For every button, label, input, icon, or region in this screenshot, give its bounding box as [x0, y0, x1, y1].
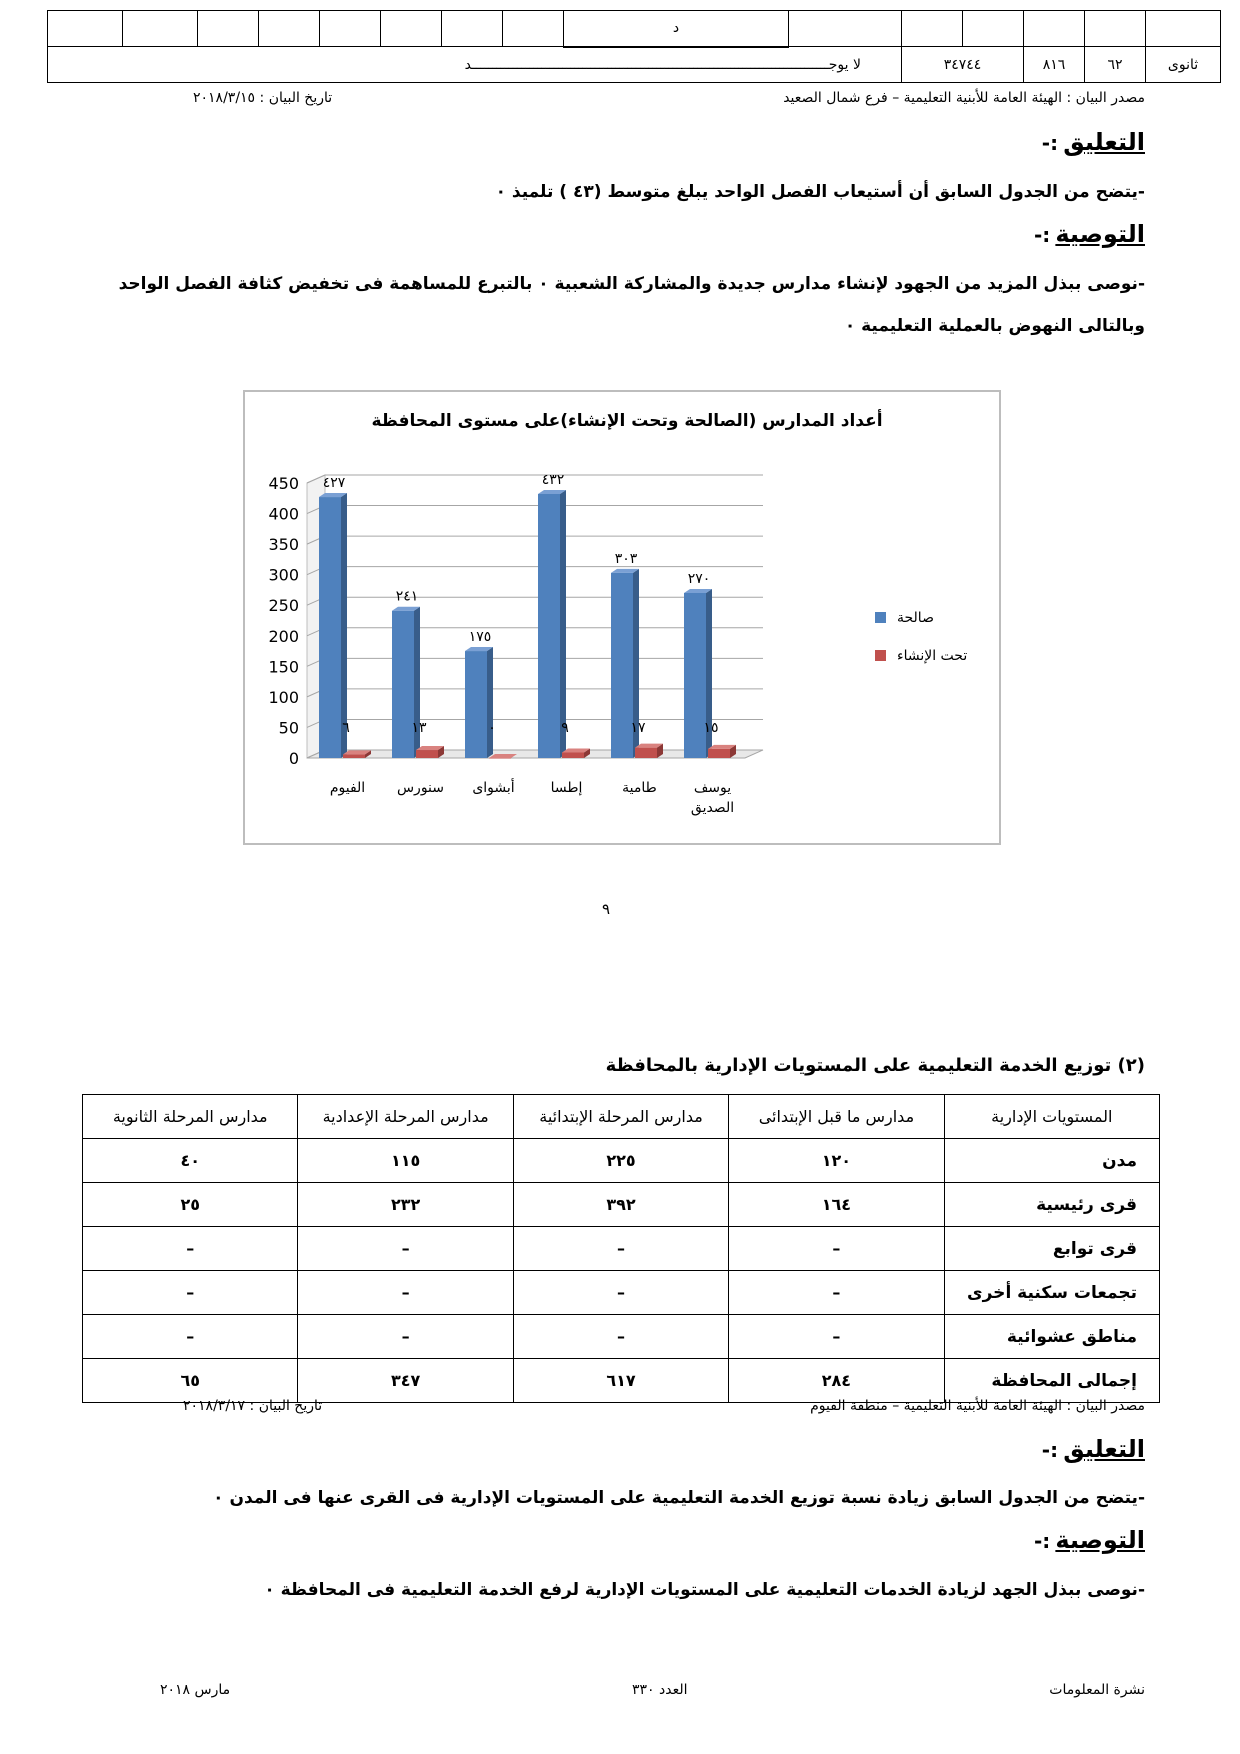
column-header: مدارس المرحلة الإبتدائية — [513, 1095, 728, 1139]
source-date-2: تاريخ البيان : ٢٠١٨/٣/١٧ — [183, 1398, 323, 1414]
bar-تحت الإنشاء-front — [343, 754, 365, 758]
table-header-row — [83, 1095, 1160, 1139]
recommend-text-line1: -نوصى ببذل المزيد من الجهود لإنشاء مدارس جديدة والمشاركة الشعبية ٠ بالتبرع للمساهمة فى تخفيض كثافة الفصل الواحد — [118, 274, 1145, 294]
table-cell: – — [298, 1227, 513, 1271]
cell — [1024, 11, 1085, 47]
top-table-row-1 — [48, 11, 1221, 47]
table-cell: ٦٥ — [83, 1359, 298, 1403]
comment-heading-suffix: :- — [1041, 131, 1059, 155]
table-cell: – — [83, 1227, 298, 1271]
bar-تحت الإنشاء-front — [416, 750, 438, 758]
cell: ٨١٦ — [1024, 47, 1085, 83]
table-cell: – — [298, 1315, 513, 1359]
cell — [198, 11, 259, 47]
data-label: ١٧ — [630, 720, 646, 736]
source-text-2: مصدر البيان : الهيئة العامة للأبنية التعليمية – منطقة الفيوم — [810, 1398, 1145, 1414]
cell — [503, 11, 564, 47]
cell — [442, 11, 503, 47]
table-row — [83, 1139, 1160, 1183]
cell — [1085, 11, 1146, 47]
chart-bars — [319, 472, 736, 759]
y-tick-label: 150 — [268, 657, 299, 677]
top-table-row-2 — [48, 47, 1221, 83]
row-label: تجمعات سكنية أخرى — [944, 1271, 1159, 1315]
page-number: ٩ — [602, 900, 611, 918]
cell — [902, 11, 963, 47]
data-label: ١٣ — [411, 720, 427, 736]
chart-title: أعداد المدارس (الصالحة وتحت الإنشاء)على مستوى المحافظة — [371, 411, 883, 431]
comment-heading-2 — [1042, 1435, 1145, 1463]
y-tick-label: 250 — [268, 596, 299, 616]
table-cell: ٦١٧ — [513, 1359, 728, 1403]
note-cell: لا يوجـــــــــــــــــــــــــــــــــــــــــــــــــــــــــــــــــــــــــــــــــــــــد — [48, 47, 902, 83]
row-label: قرى توابع — [944, 1227, 1159, 1271]
category-label: أبشواى — [472, 780, 515, 796]
bar-تحت الإنشاء — [416, 746, 444, 758]
y-tick-label: 450 — [268, 474, 299, 493]
table-cell: ٤٠ — [83, 1139, 298, 1183]
bar-صالحة-front — [319, 497, 341, 758]
table-cell: – — [513, 1227, 728, 1271]
y-tick-label: 300 — [268, 565, 299, 585]
bar-صالحة — [319, 493, 347, 758]
data-label: ٣٠٣ — [614, 550, 638, 567]
distribution-table — [82, 1094, 1160, 1403]
bar-chart — [245, 392, 999, 843]
y-tick-label: 200 — [268, 626, 299, 646]
recommend-heading-text-2: التوصية — [1055, 1526, 1145, 1554]
bar-تحت الإنشاء-front — [708, 749, 730, 758]
table-cell: ١٢٠ — [729, 1139, 944, 1183]
row-label: قرى رئيسية — [944, 1183, 1159, 1227]
bar-تحت الإنشاء-front — [562, 753, 584, 759]
bar-تحت الإنشاء — [635, 744, 663, 758]
table-cell: ١٦٤ — [729, 1183, 944, 1227]
table-cell: – — [729, 1315, 944, 1359]
table-row — [83, 1359, 1160, 1403]
cell — [789, 11, 902, 47]
legend-label: تحت الإنشاء — [897, 648, 968, 664]
row-label: مناطق عشوائية — [944, 1315, 1159, 1359]
chart-legend — [875, 610, 967, 664]
table-row — [83, 1315, 1160, 1359]
bar-صالحة — [538, 490, 566, 758]
cell — [1146, 11, 1221, 47]
legend-label: صالحة — [897, 610, 934, 626]
table-cell: ٢٢٥ — [513, 1139, 728, 1183]
table-row — [83, 1183, 1160, 1227]
bar-تحت الإنشاء — [708, 745, 736, 758]
legend-swatch — [875, 612, 886, 623]
table-cell: – — [83, 1315, 298, 1359]
category-label: يوسف — [693, 780, 732, 796]
y-tick-label: 100 — [268, 687, 299, 707]
comment-heading — [1042, 128, 1145, 156]
cell — [259, 11, 320, 47]
table-cell: ٢٣٢ — [298, 1183, 513, 1227]
bar-صالحة — [465, 647, 493, 758]
footer-issue: العدد ٣٣٠ — [632, 1682, 688, 1698]
category-label: إطسا — [550, 780, 583, 796]
data-label: ٦ — [342, 720, 350, 736]
table-cell: ٢٨٤ — [729, 1359, 944, 1403]
recommend-heading-text: التوصية — [1055, 220, 1145, 248]
bar-تحت الإنشاء-front — [489, 758, 511, 759]
y-tick-label: 400 — [268, 504, 299, 524]
recommend-heading-suffix-2: :- — [1033, 1529, 1051, 1553]
chart-container — [243, 390, 1001, 845]
table-cell: ٣٤٧ — [298, 1359, 513, 1403]
table-cell: – — [298, 1271, 513, 1315]
bar-صالحة-front — [465, 651, 487, 758]
table-cell: – — [729, 1227, 944, 1271]
y-tick-label: 50 — [278, 718, 299, 738]
comment-text-2: -يتضح من الجدول السابق زيادة نسبة توزيع الخدمة التعليمية على المستويات الإدارية فى القرى عنها فى المدن ٠ — [213, 1488, 1145, 1508]
table-cell: ٢٥ — [83, 1183, 298, 1227]
data-label: ٠ — [488, 720, 496, 736]
column-header: مدارس المرحلة الثانوية — [83, 1095, 298, 1139]
bar-صالحة-side — [487, 647, 493, 758]
table-cell: – — [83, 1271, 298, 1315]
data-label: ٤٣٢ — [541, 472, 565, 488]
data-label: ٢٧٠ — [687, 571, 711, 587]
table-row — [83, 1227, 1160, 1271]
cell — [381, 11, 442, 47]
cell — [48, 11, 123, 47]
comment-heading-text-2: التعليق — [1063, 1435, 1145, 1463]
cell: ٣٤٧٤٤ — [902, 47, 1024, 83]
bar-صالحة-side — [341, 493, 347, 758]
legend-swatch — [875, 650, 886, 661]
recommend-heading-2 — [1034, 1526, 1145, 1554]
recommend-text-line2: وبالتالى النهوض بالعملية التعليمية ٠ — [844, 316, 1145, 336]
category-label: سنورس — [396, 780, 445, 796]
cell — [123, 11, 198, 47]
bar-تحت الإنشاء — [562, 749, 590, 759]
column-header: المستويات الإدارية — [944, 1095, 1159, 1139]
category-label: طامية — [622, 780, 657, 796]
comment-heading-text: التعليق — [1063, 128, 1145, 156]
bar-تحت الإنشاء-front — [635, 748, 657, 758]
y-tick-label: 350 — [268, 535, 299, 555]
row-label: مدن — [944, 1139, 1159, 1183]
bar-صالحة-front — [538, 494, 560, 758]
cell — [320, 11, 381, 47]
category-label: الصديق — [690, 800, 735, 816]
section-title: (٢) توزيع الخدمة التعليمية على المستويات الإدارية بالمحافظة — [605, 1055, 1145, 1076]
table-cell: – — [513, 1271, 728, 1315]
recommend-text-2: -نوصى ببذل الجهد لزيادة الخدمات التعليمية على المستويات الإدارية لرفع الخدمة التعليمية فى المحافظة ٠ — [264, 1580, 1145, 1600]
y-tick-label: 0 — [288, 749, 299, 768]
table-cell: – — [513, 1315, 728, 1359]
data-label: ٢٤١ — [395, 588, 419, 605]
recommend-heading-suffix: :- — [1033, 223, 1051, 247]
table-row — [83, 1271, 1160, 1315]
column-header: مدارس المرحلة الإعدادية — [298, 1095, 513, 1139]
top-table — [47, 10, 1221, 83]
cell — [963, 11, 1024, 47]
bar-صالحة-side — [560, 490, 566, 758]
row-label: إجمالى المحافظة — [944, 1359, 1159, 1403]
cell: ٦٢ — [1085, 47, 1146, 83]
comment-text: -يتضح من الجدول السابق أن أستيعاب الفصل الواحد يبلغ متوسط (٤٣ ) تلميذ ٠ — [495, 182, 1145, 202]
recommend-heading — [1034, 220, 1145, 248]
footer-date: مارس ٢٠١٨ — [160, 1682, 231, 1698]
footer-publication: نشرة المعلومات — [1049, 1682, 1145, 1698]
data-label: ١٥ — [703, 720, 719, 736]
table-cell: – — [729, 1271, 944, 1315]
table-cell: ١١٥ — [298, 1139, 513, 1183]
cell: د — [564, 11, 789, 47]
level-cell: ثانوى — [1146, 47, 1221, 83]
category-label: الفيوم — [329, 780, 366, 796]
source-date: تاريخ البيان : ٢٠١٨/٣/١٥ — [193, 90, 333, 106]
data-label: ٩ — [561, 720, 569, 736]
source-text: مصدر البيان : الهيئة العامة للأبنية التعليمية – فرع شمال الصعيد — [783, 90, 1145, 106]
data-label: ٤٢٧ — [322, 475, 346, 492]
table-cell: ٣٩٢ — [513, 1183, 728, 1227]
column-header: مدارس ما قبل الإبتدائى — [729, 1095, 944, 1139]
comment-heading-suffix-2: :- — [1041, 1438, 1059, 1462]
data-label: ١٧٥ — [468, 629, 492, 646]
